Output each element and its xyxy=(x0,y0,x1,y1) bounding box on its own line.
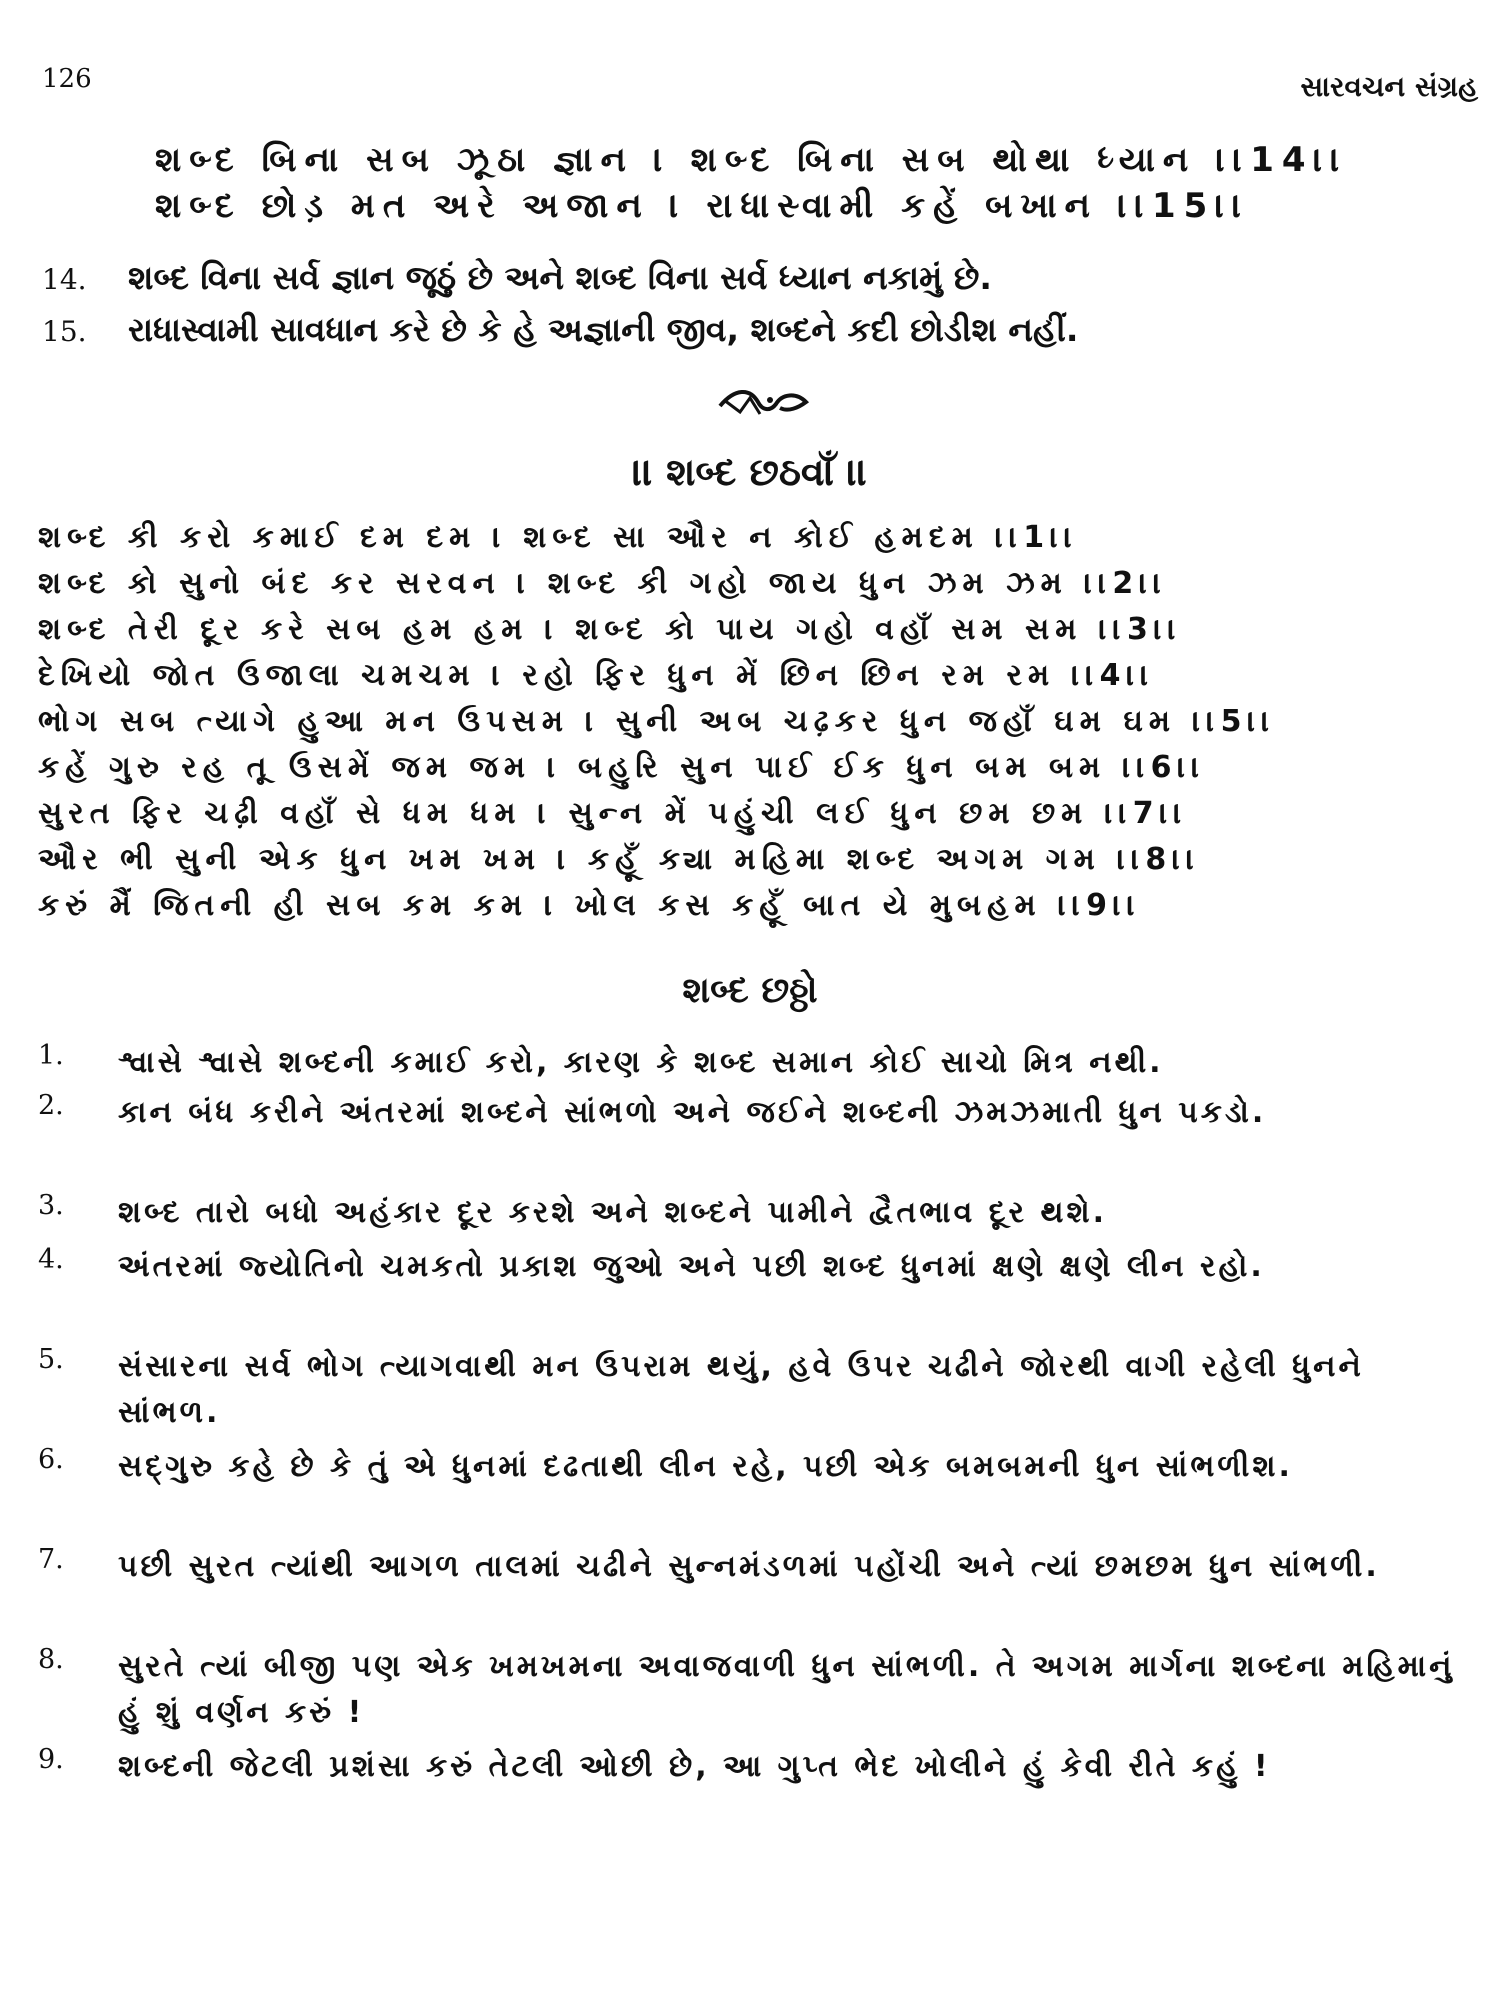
explanation-text: સદ્‌ગુરુ કહે છે કે તું એ ધુનમાં દઢતાથી લીન રહે, પછી એક બમબમની ધુન સાંભળીશ. xyxy=(118,1449,1293,1484)
verse-8: ઔર ભી સુની એક ધુન ખમ ખમ । કહૂઁ ક્યા મહિમા શબ્દ અગમ ગમ ।।8।। xyxy=(38,842,1201,877)
explanation-text: સંસારના સર્વ ભોગ ત્યાગવાથી મન ઉપરામ થયું, હવે ઉપર ચઢીને જોરથી વાગી રહેલી ધુનને સાંભળ. xyxy=(118,1349,1364,1430)
explanation-text: શબ્દની જેટલી પ્રશંસા કરું તેટલી ઓછી છે, આ ગુપ્ત ભેદ ખોલીને હું કેવી રીતે કહું ! xyxy=(118,1749,1271,1784)
explanation-number: 9. xyxy=(38,1744,64,1775)
couplet-14: શબ્દ બિના સબ ઝૂઠા જ્ઞાન । શબ્દ બિના સબ થોથા ધ્યાન ।।14।। xyxy=(155,140,1348,180)
explanation-text: શ્વાસે શ્વાસે શબ્દની કમાઈ કરો, કારણ કે શબ્દ સમાન કોઈ સાચો મિત્ર નથી. xyxy=(118,1045,1164,1080)
verse-2: શબ્દ કો સુનો બંદ કર સરવન । શબ્દ કી ગહો જાય ધુન ઝમ ઝમ ।।2।। xyxy=(38,566,1168,601)
explanation-4 xyxy=(38,1244,1468,1290)
explanation-text: પછી સુરત ત્યાંથી આગળ તાલમાં ચઢીને સુન્નમંડળમાં પહોંચી અને ત્યાં છમછમ ધુન સાંભળી. xyxy=(118,1549,1380,1584)
explanation-number: 6. xyxy=(38,1444,64,1475)
explanation-title: શબ્દ છઠ્ઠો xyxy=(682,970,818,1011)
explanation-number: 4. xyxy=(38,1244,64,1275)
verse-6: કહેં ગુરુ રહ તૂ ઉસમેં જમ જમ । બહુરિ સુન પાઈ ઈક ધુન બમ બમ ।।6।। xyxy=(38,750,1206,785)
explanation-9 xyxy=(38,1744,1468,1790)
meaning-number: 14. xyxy=(42,263,87,296)
running-title: સારવચન સંગ્રહ xyxy=(1300,70,1478,103)
explanation-number: 7. xyxy=(38,1544,64,1575)
explanation-2 xyxy=(38,1090,1468,1136)
couplet-15: શબ્દ છોડ઼ મત અરે અજાન । રાધાસ્વામી કહેં બખાન ।।15।। xyxy=(155,186,1250,226)
verse-5: ભોગ સબ ત્યાગે હુઆ મન ઉપસમ । સુની અબ ચઢ઼કર ધુન જહાઁ ઘમ ઘમ ।।5।। xyxy=(38,704,1276,739)
verse-7: સુરત ફિર ચઢ઼ી વહાઁ સે ધમ ધમ । સુન્ન મેં પહુંચી લઈ ધુન છમ છમ ।।7।। xyxy=(38,796,1188,831)
explanation-number: 1. xyxy=(38,1040,64,1071)
explanation-5 xyxy=(38,1344,1468,1436)
explanation-1 xyxy=(38,1040,1468,1086)
page-number: 126 xyxy=(42,64,92,94)
section-title: ।। શબ્દ છઠવાઁ ।। xyxy=(632,450,868,494)
explanation-text: અંતરમાં જ્યોતિનો ચમકતો પ્રકાશ જુઓ અને પછી શબ્દ ધુનમાં ક્ષણે ક્ષણે લીન રહો. xyxy=(118,1249,1265,1284)
meaning-15 xyxy=(42,310,1078,350)
verse-4: દેખિયો જોત ઉજાલા ચમચમ । રહો ફિર ધુન મેં છિન છિન રમ રમ ।।4।। xyxy=(38,658,1155,693)
meaning-text: રાધાસ્વામી સાવધાન કરે છે કે હે અજ્ઞાની જીવ, શબ્દને કદી છોડીશ નહીં. xyxy=(128,310,1079,349)
meaning-text: શબ્દ વિના સર્વ જ્ઞાન જૂઠું છે અને શબ્દ વિના સર્વ ધ્યાન નકામું છે. xyxy=(128,258,992,297)
explanation-text: સુરતે ત્યાં બીજી પણ એક ખમખમના અવાજવાળી ધુન સાંભળી. તે અગમ માર્ગના શબ્દના મહિમાનું હું શું વર્ણન કરું ! xyxy=(118,1649,1455,1730)
explanation-7 xyxy=(38,1544,1468,1590)
explanation-6 xyxy=(38,1444,1468,1490)
meaning-number: 15. xyxy=(42,315,87,348)
explanation-number: 2. xyxy=(38,1090,64,1121)
explanation-text: શબ્દ તારો બધો અહંકાર દૂર કરશે અને શબ્દને પામીને દ્વૈતભાવ દૂર થશે. xyxy=(118,1195,1108,1230)
explanation-number: 3. xyxy=(38,1190,64,1221)
verse-1: શબ્દ કી કરો કમાઈ દમ દમ । શબ્દ સા ઔર ન કોઈ હમદમ ।।1।। xyxy=(38,520,1079,555)
verse-9: કરું મૈં જિતની હી સબ કમ કમ । ખોલ કસ કહૂઁ બાત યે મુબહમ ।।9।। xyxy=(38,888,1142,923)
explanation-8 xyxy=(38,1644,1468,1736)
ornament-icon xyxy=(710,378,820,428)
explanation-number: 8. xyxy=(38,1644,64,1675)
verse-3: શબ્દ તેરી દૂર કરે સબ હમ હમ । શબ્દ કો પાય ગહો વહાઁ સમ સમ ।।3।। xyxy=(38,612,1182,647)
explanation-text: કાન બંધ કરીને અંતરમાં શબ્દને સાંભળો અને જઈને શબ્દની ઝમઝમાતી ધુન પકડો. xyxy=(118,1095,1267,1130)
explanation-3 xyxy=(38,1190,1468,1236)
meaning-14 xyxy=(42,258,992,298)
explanation-number: 5. xyxy=(38,1344,64,1375)
